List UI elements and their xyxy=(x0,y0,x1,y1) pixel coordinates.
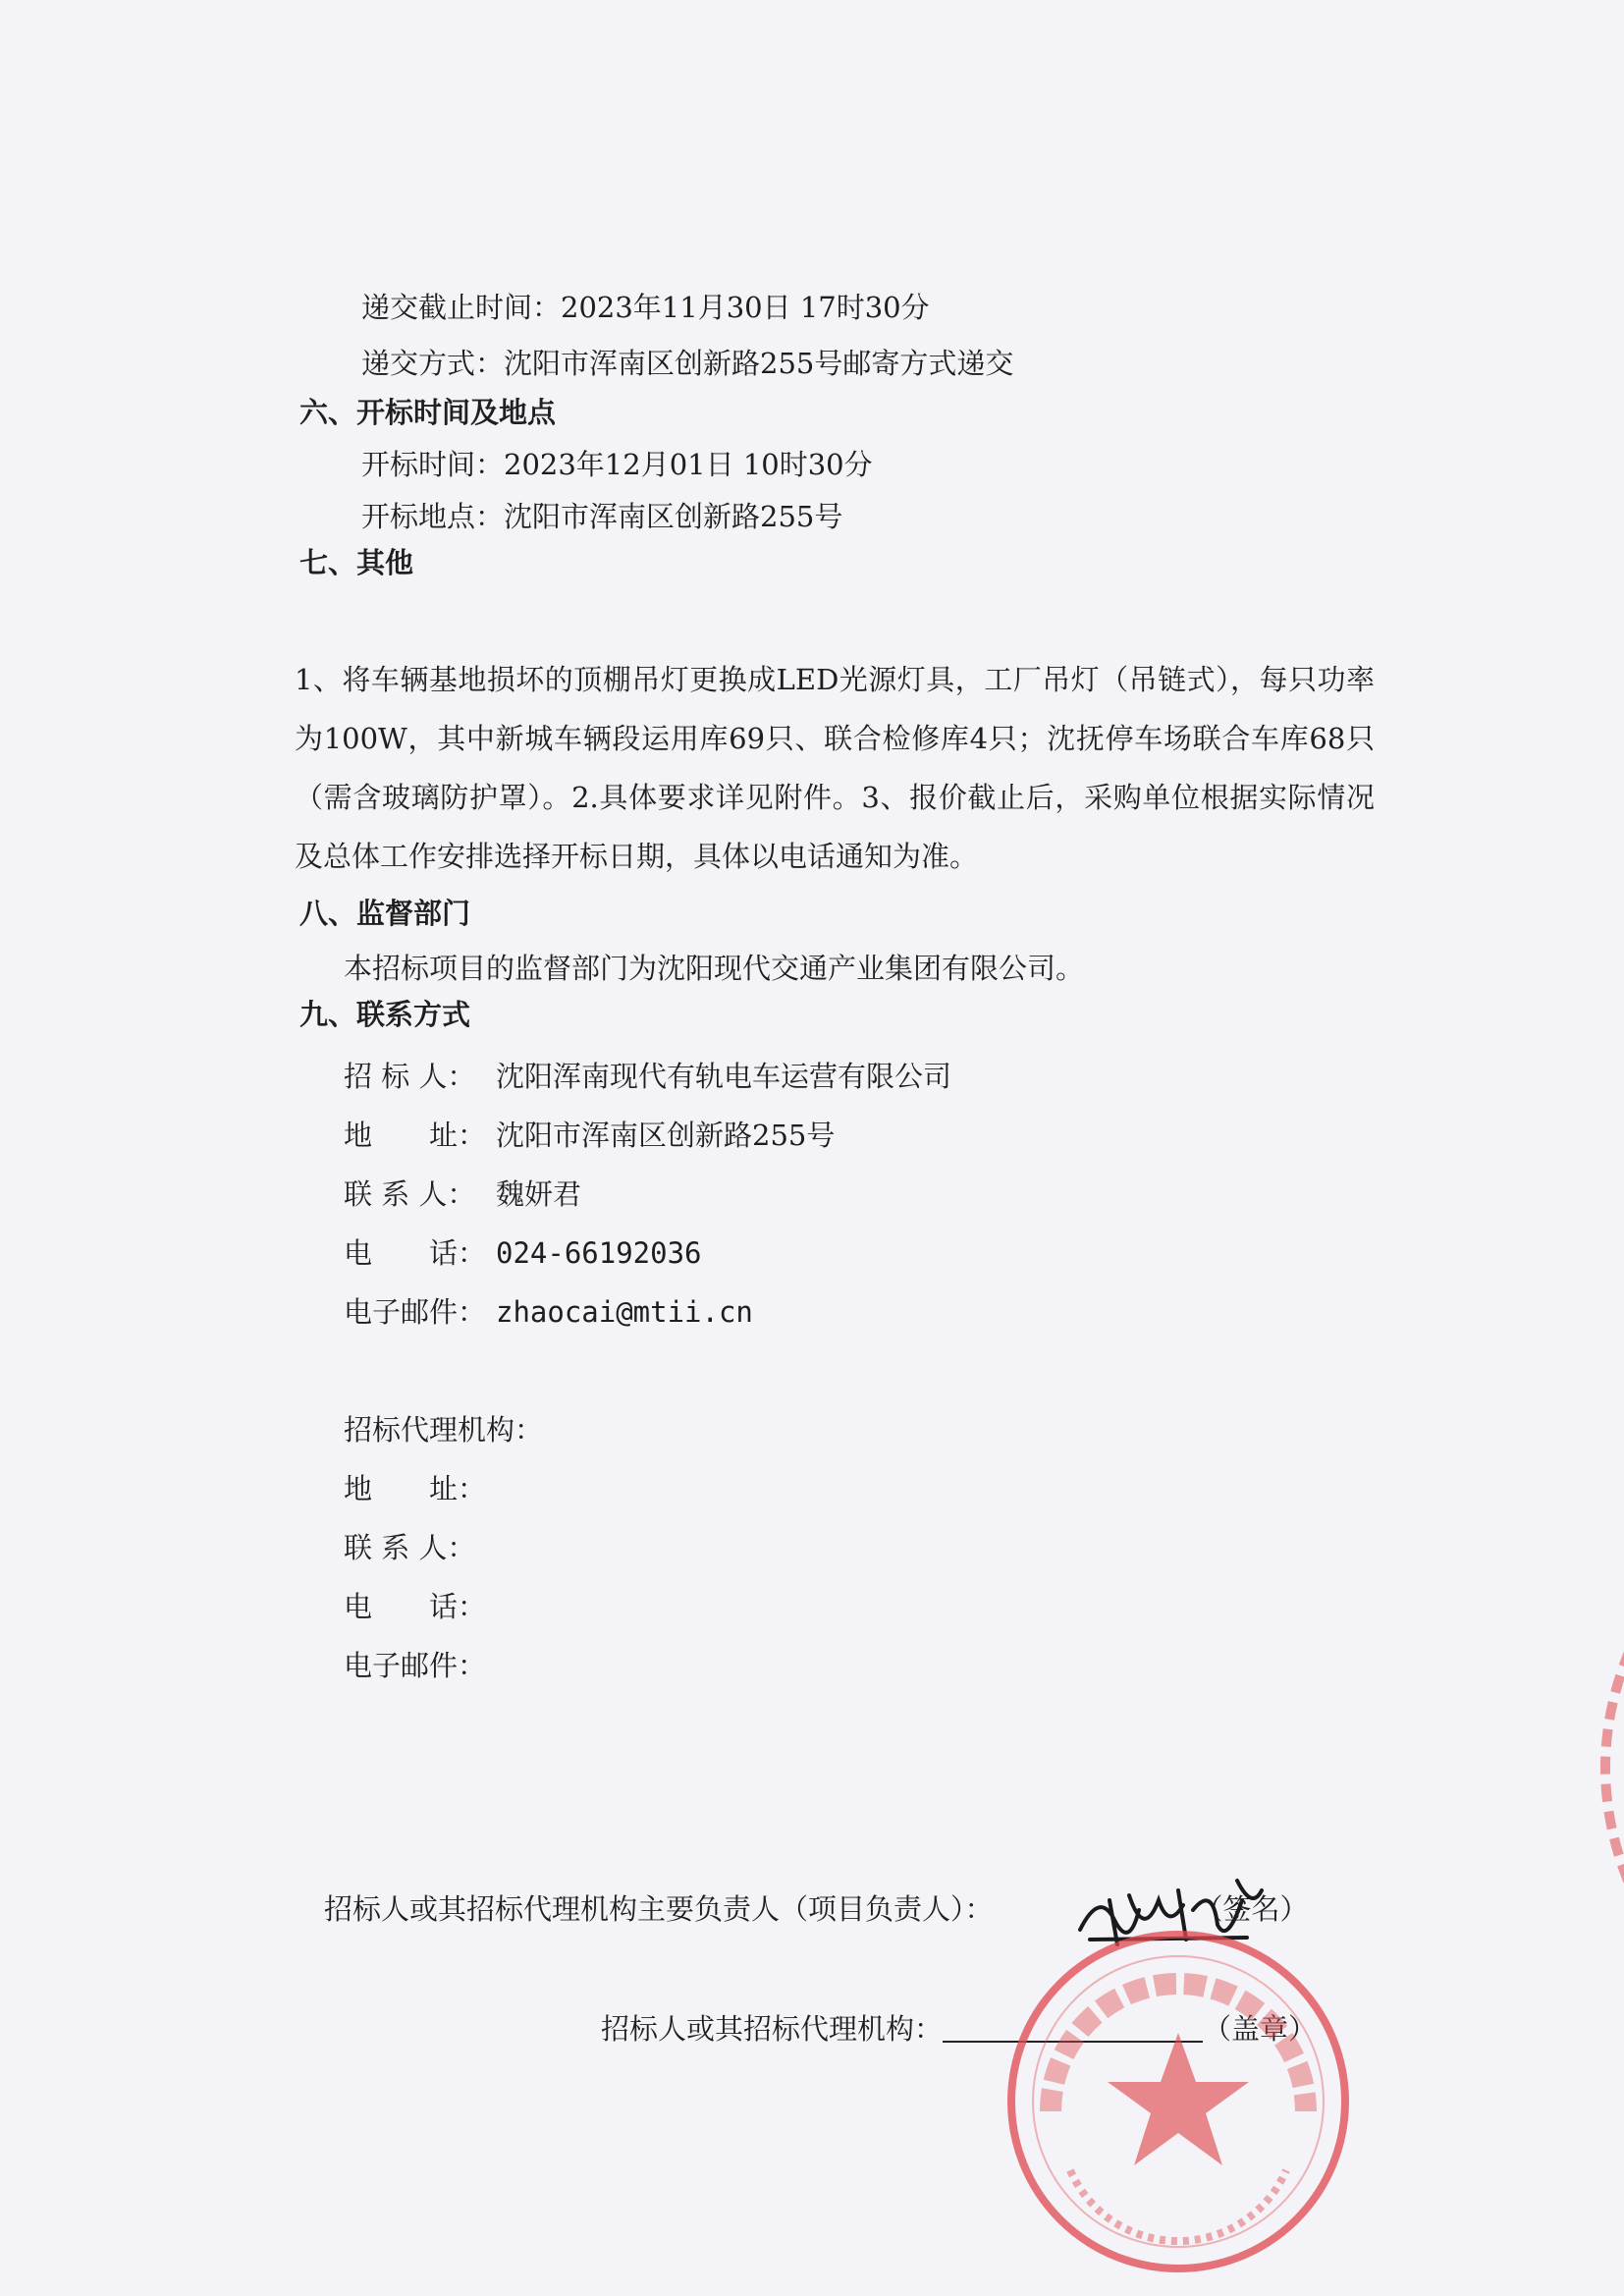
stamp-line-label: 招标人或其招标代理机构： xyxy=(601,2012,944,2046)
agency-email-label: 电子邮件： xyxy=(344,1649,487,1682)
sign-suffix: （签名） xyxy=(1194,1892,1309,1926)
agency-address-label: 地 址： xyxy=(344,1472,487,1505)
section-7-title: 七、其他 xyxy=(299,546,414,579)
address-label: 地 址： xyxy=(344,1119,487,1152)
tenderer-row xyxy=(344,1059,951,1094)
agency-phone-label: 电 话： xyxy=(344,1590,487,1623)
phone-value: 024-66192036 xyxy=(496,1236,702,1270)
email-value: zhaocai@mtii.cn xyxy=(496,1295,753,1329)
tenderer-label: 招 标 人： xyxy=(344,1060,476,1093)
submission-method: 递交方式：沈阳市浑南区创新路255号邮寄方式递交 xyxy=(361,347,1014,380)
agency-contact-label: 联 系 人： xyxy=(344,1531,476,1564)
submission-deadline: 递交截止时间：2023年11月30日 17时30分 xyxy=(361,291,930,324)
sign-line-label: 招标人或其招标代理机构主要负责人（项目负责人）： xyxy=(324,1892,994,1926)
agency-title: 招标代理机构： xyxy=(344,1413,544,1447)
section-7-body: 1、将车辆基地损坏的顶棚吊灯更换成LED光源灯具，工厂吊灯（吊链式），每只功率为100W，其中新城车辆段运用库69只、联合检修库4只；沈抚停车场联合车库68只（需含玻璃防护罩）。2.具体要求详见附件。3、报价截止后，采购单位根据实际情况及总体工作安排选择开标日期，具体以电话通知为准。 xyxy=(295,663,1375,873)
section-8-body: 本招标项目的监督部门为沈阳现代交通产业集团有限公司。 xyxy=(344,952,1085,985)
tenderer-value: 沈阳浑南现代有轨电车运营有限公司 xyxy=(496,1060,952,1093)
contact-label: 联 系 人： xyxy=(344,1177,476,1211)
section-8-title: 八、监督部门 xyxy=(299,897,471,930)
opening-time: 开标时间：2023年12月01日 10时30分 xyxy=(361,448,873,481)
opening-place: 开标地点：沈阳市浑南区创新路255号 xyxy=(361,500,843,533)
phone-row xyxy=(344,1235,702,1271)
email-label: 电子邮件： xyxy=(344,1295,487,1329)
company-seal xyxy=(1001,1925,1355,2278)
contact-value: 魏妍君 xyxy=(496,1177,582,1211)
phone-label: 电 话： xyxy=(344,1236,487,1270)
partial-seal-edge xyxy=(1571,1640,1624,1895)
address-row xyxy=(344,1118,835,1153)
email-row xyxy=(344,1294,753,1330)
section-9-title: 九、联系方式 xyxy=(299,998,471,1031)
contact-row xyxy=(344,1176,581,1212)
section-6-title: 六、开标时间及地点 xyxy=(299,396,557,429)
stamp-suffix: （盖章） xyxy=(1203,2012,1318,2046)
address-value: 沈阳市浑南区创新路255号 xyxy=(496,1119,836,1152)
